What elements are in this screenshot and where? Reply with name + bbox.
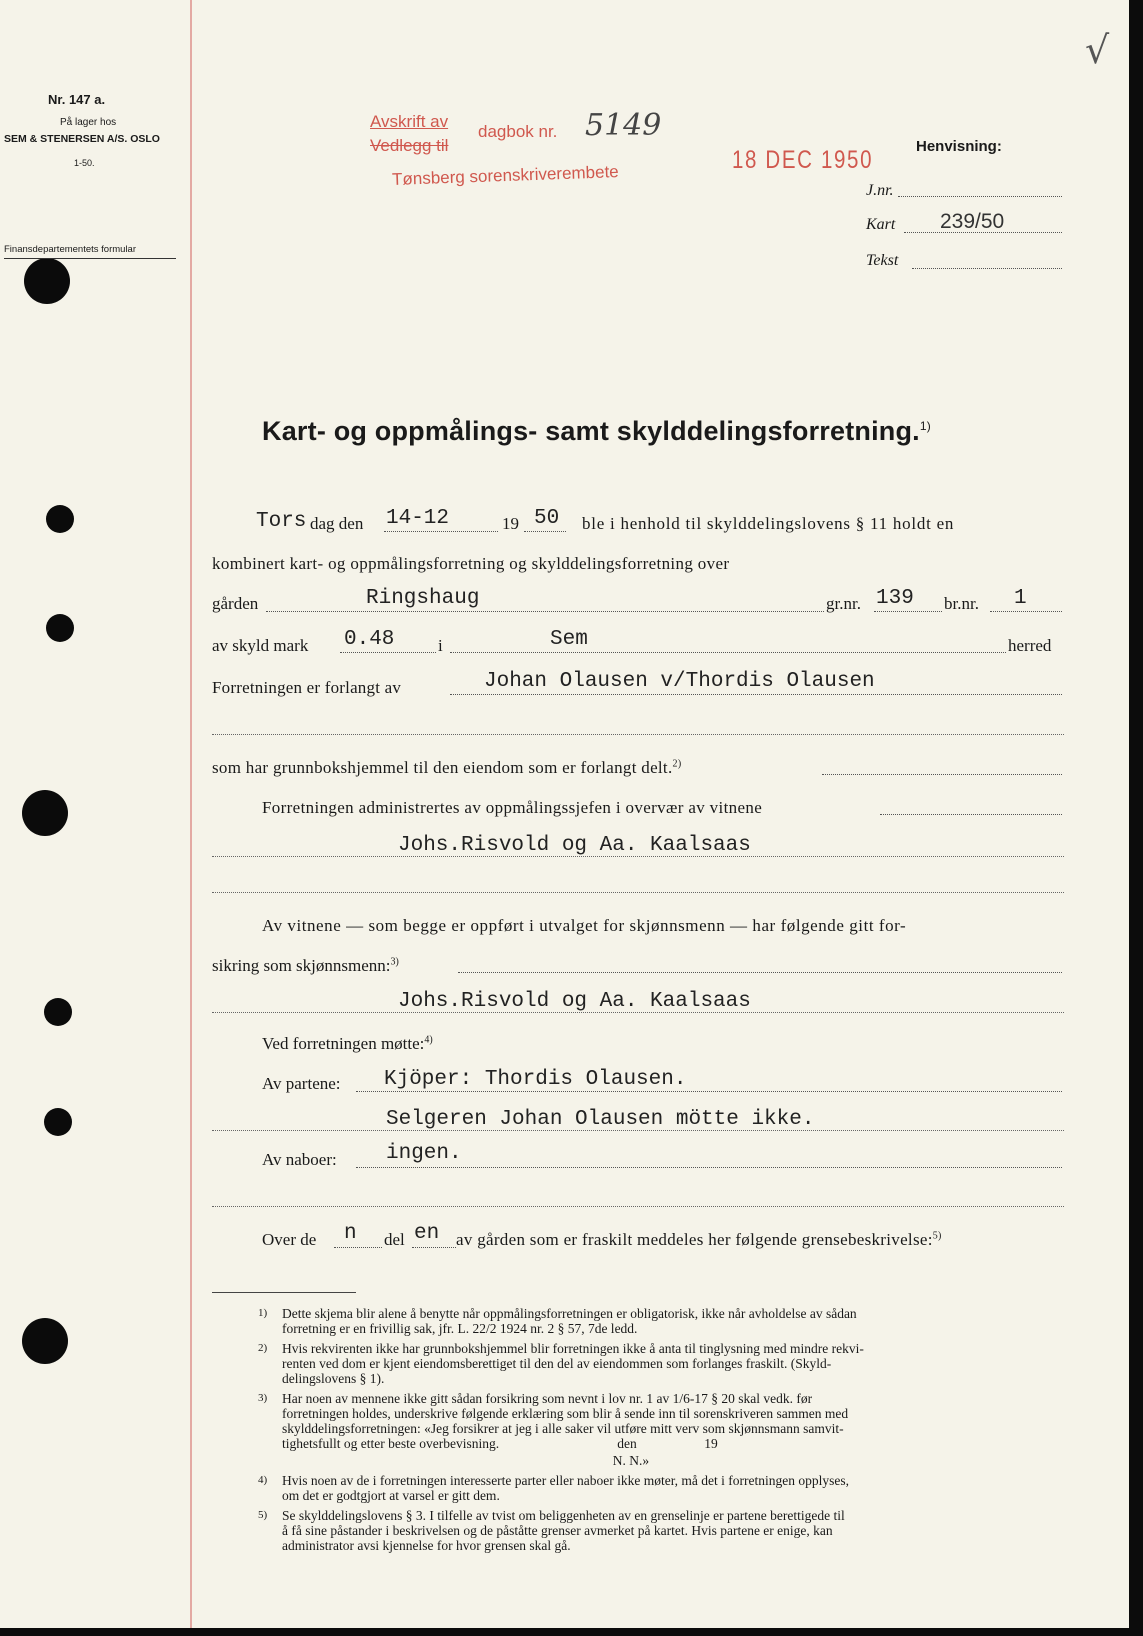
form-stock-line1: På lager hos [60, 117, 117, 128]
assurance-line2-text: sikring som skjønnsmenn: [212, 956, 391, 975]
witnesses-2: Johs.Risvold og Aa. Kaalsaas [398, 990, 751, 1013]
kart-value: 239/50 [940, 210, 1005, 233]
document-title-text: Kart- og oppmålings- samt skylddelingsforretning. [262, 416, 920, 446]
punch-hole [46, 614, 74, 642]
jnr-line [898, 196, 1062, 197]
brnr-label: br.nr. [944, 594, 979, 613]
form-edition: 1-50. [74, 158, 95, 168]
punch-hole [24, 258, 70, 304]
i-label: i [438, 636, 443, 655]
witness-line [212, 856, 1064, 857]
farm-label: gården [212, 594, 259, 613]
skyld-value: 0.48 [344, 628, 395, 651]
footnote-line: Hvis rekvirenten ikke har grunnbokshjemmel blir forretningen ikke å anta til tinglysning med mindre rekvi- [282, 1341, 864, 1356]
attended-line [262, 1034, 433, 1054]
ministry-rule [4, 258, 176, 259]
punch-hole [46, 505, 74, 533]
date-typed: 14-12 [386, 507, 450, 530]
skyld-line [340, 652, 436, 653]
footnote-line: administrator avsi kjennelse for hvor grensen skal gå. [282, 1538, 571, 1553]
stamp-office: Tønsberg sorenskriverembete [391, 162, 620, 189]
jnr-label: J.nr. [866, 182, 894, 199]
footnote-line: forretningen holdes, underskrive følgende erklæring som blir å sende inn til sorenskriveren sammen med [282, 1406, 849, 1421]
admin-line: Forretningen administrertes av oppmålingssjefen i overvær av vitnene [262, 798, 763, 817]
scan-edge-bottom [0, 1628, 1143, 1636]
footnote-line: forretning er en frivillig sak, jfr. L. 22/2 1924 nr. 2 § 57, 7de ledd. [282, 1321, 638, 1336]
stamp-line1: Avskrift av [370, 112, 449, 131]
blank-line-2 [212, 892, 1064, 893]
date-line [384, 531, 498, 532]
del-label: del [384, 1230, 405, 1249]
over-fill-1 [334, 1247, 382, 1248]
reference-heading: Henvisning: [916, 138, 1002, 155]
footnote-number: 5) [258, 1509, 268, 1521]
assurance-footnote-ref: 3) [390, 956, 399, 968]
over-footnote-ref: 5) [932, 1230, 942, 1242]
farm-line [266, 611, 824, 612]
footnote-number: 2) [258, 1342, 268, 1354]
footnote-number: 1) [258, 1307, 268, 1319]
weekday-print: dag den [310, 514, 364, 533]
municipality: Sem [550, 628, 588, 651]
brnr-value: 1 [1014, 587, 1027, 610]
footnote-line: renten ved dom er kjent eiendomsberettiget til den del av eiendommen som forlanges fraskilt. (Skyld- [282, 1356, 832, 1371]
form-stock-line2: SEM & STENERSEN A/S. OSLO [4, 133, 160, 145]
requested-value: Johan Olausen v/Thordis Olausen [484, 670, 875, 693]
witnesses: Johs.Risvold og Aa. Kaalsaas [398, 834, 751, 857]
tekst-label: Tekst [866, 252, 899, 269]
stamp-date: 18 DEC 1950 [732, 146, 874, 174]
assurance-line2 [212, 956, 399, 976]
requested-label: Forretningen er forlangt av [212, 678, 402, 697]
requested-line [450, 694, 1062, 695]
neighbours-value: ingen. [386, 1142, 462, 1165]
check-mark: √ [1085, 28, 1110, 72]
over-fill-2 [412, 1247, 456, 1248]
attended-footnote-ref: 4) [424, 1034, 433, 1046]
punch-hole [22, 790, 68, 836]
blank-line [212, 734, 1064, 735]
neighbours-label: Av naboer: [262, 1150, 337, 1169]
punch-hole [22, 1318, 68, 1364]
form-ministry: Finansdepartementets formular [4, 244, 137, 255]
year-line [524, 531, 566, 532]
grnr-line [874, 611, 942, 612]
over-rest-line [456, 1230, 942, 1250]
year-typed: 50 [534, 507, 560, 530]
blank-line-3 [212, 1206, 1064, 1207]
grunnbok-text: som har grunnbokshjemmel til den eiendom som er forlangt delt. [212, 758, 673, 777]
parties-line [356, 1091, 1062, 1092]
over-label: Over de [262, 1230, 317, 1249]
footnote-line: Dette skjema blir alene å benytte når oppmålingsforretningen er obligatorisk, ikke når avholdelse av sådan [282, 1306, 857, 1321]
parties-line-2 [212, 1130, 1064, 1131]
herred-label: herred [1008, 636, 1052, 655]
over-typed1: n [344, 1222, 357, 1245]
margin-line [190, 0, 192, 1636]
weekday-typed: Tors [256, 510, 307, 533]
skyld-label: av skyld mark [212, 636, 309, 655]
stamp-line1b: Vedlegg til [370, 136, 449, 155]
punch-hole [44, 1108, 72, 1136]
footnote-number: 3) [258, 1392, 268, 1404]
intro-line2: kombinert kart- og oppmålingsforretning og skylddelingsforretning over [212, 554, 730, 573]
year-print: 19 [502, 514, 519, 533]
over-typed2: en [414, 1222, 440, 1245]
grunnbok-line [212, 758, 681, 778]
scan-edge-right [1129, 0, 1143, 1636]
title-footnote-ref: 1) [919, 419, 931, 433]
witness-line-2 [212, 1012, 1064, 1013]
attended-label: Ved forretningen møtte: [262, 1034, 425, 1053]
footnote-line: skylddelingsforretningen: «Jeg forsikrer at jeg i alle saker vil utføre mitt verv som skjønnsmann samvit- [282, 1421, 844, 1436]
grnr-label: gr.nr. [826, 594, 861, 613]
assurance-fill-line [458, 972, 1062, 973]
grunnbok-fill-line [822, 774, 1062, 775]
footnote-number: 4) [258, 1474, 268, 1486]
farm-value: Ringshaug [366, 587, 480, 610]
footnote-line: delingslovens § 1). [282, 1371, 385, 1386]
over-rest: av gården som er fraskilt meddeles her følgende grensebeskrivelse: [456, 1230, 933, 1249]
document-title [262, 416, 931, 447]
footnote-separator [212, 1292, 356, 1293]
stamp-dagbok-label: dagbok nr. [478, 122, 558, 141]
footnote-line: Har noen av mennene ikke gitt sådan forsikring som nevnt i lov nr. 1 av 1/6-17 § 20 skal vedk. før [282, 1391, 813, 1406]
grnr-value: 139 [876, 587, 914, 610]
form-number: Nr. 147 a. [48, 92, 106, 107]
assurance-line1: Av vitnene — som begge er oppført i utvalget for skjønnsmenn — har følgende gitt for- [262, 916, 907, 935]
footnote-line: Hvis noen av de i forretningen interesserte parter eller naboer ikke møter, må det i forretningen opplyses, [282, 1473, 850, 1488]
intro-rest: ble i henhold til skylddelingslovens § 11 holdt en [582, 514, 955, 533]
punch-hole [44, 998, 72, 1026]
tekst-line [912, 268, 1062, 269]
footnote-line: tighetsfullt og etter beste overbevisning. den 19 [282, 1436, 718, 1451]
grunnbok-footnote-ref: 2) [672, 758, 682, 770]
footnote-line: å få sine påstander i beskrivelsen og de påståtte grenser avmerket på kartet. Hvis partene er enige, kan [282, 1523, 833, 1538]
kart-label: Kart [866, 216, 896, 233]
parties-value2: Selgeren Johan Olausen mötte ikke. [386, 1108, 815, 1131]
stamp-dagbok-number: 5149 [585, 108, 662, 143]
parties-label: Av partene: [262, 1074, 341, 1093]
brnr-line [990, 611, 1062, 612]
admin-fill-line [880, 814, 1062, 815]
footnote-line: N. N.» [282, 1453, 650, 1468]
footnote-line: om det er godtgjort at varsel er gitt dem. [282, 1488, 500, 1503]
footnote-line: Se skylddelingslovens § 3. I tilfelle av tvist om beliggenheten av en grenselinje er partene berettigede til [282, 1508, 845, 1523]
municipality-line [450, 652, 1006, 653]
parties-value1: Kjöper: Thordis Olausen. [384, 1068, 687, 1091]
neighbours-line [356, 1167, 1062, 1168]
